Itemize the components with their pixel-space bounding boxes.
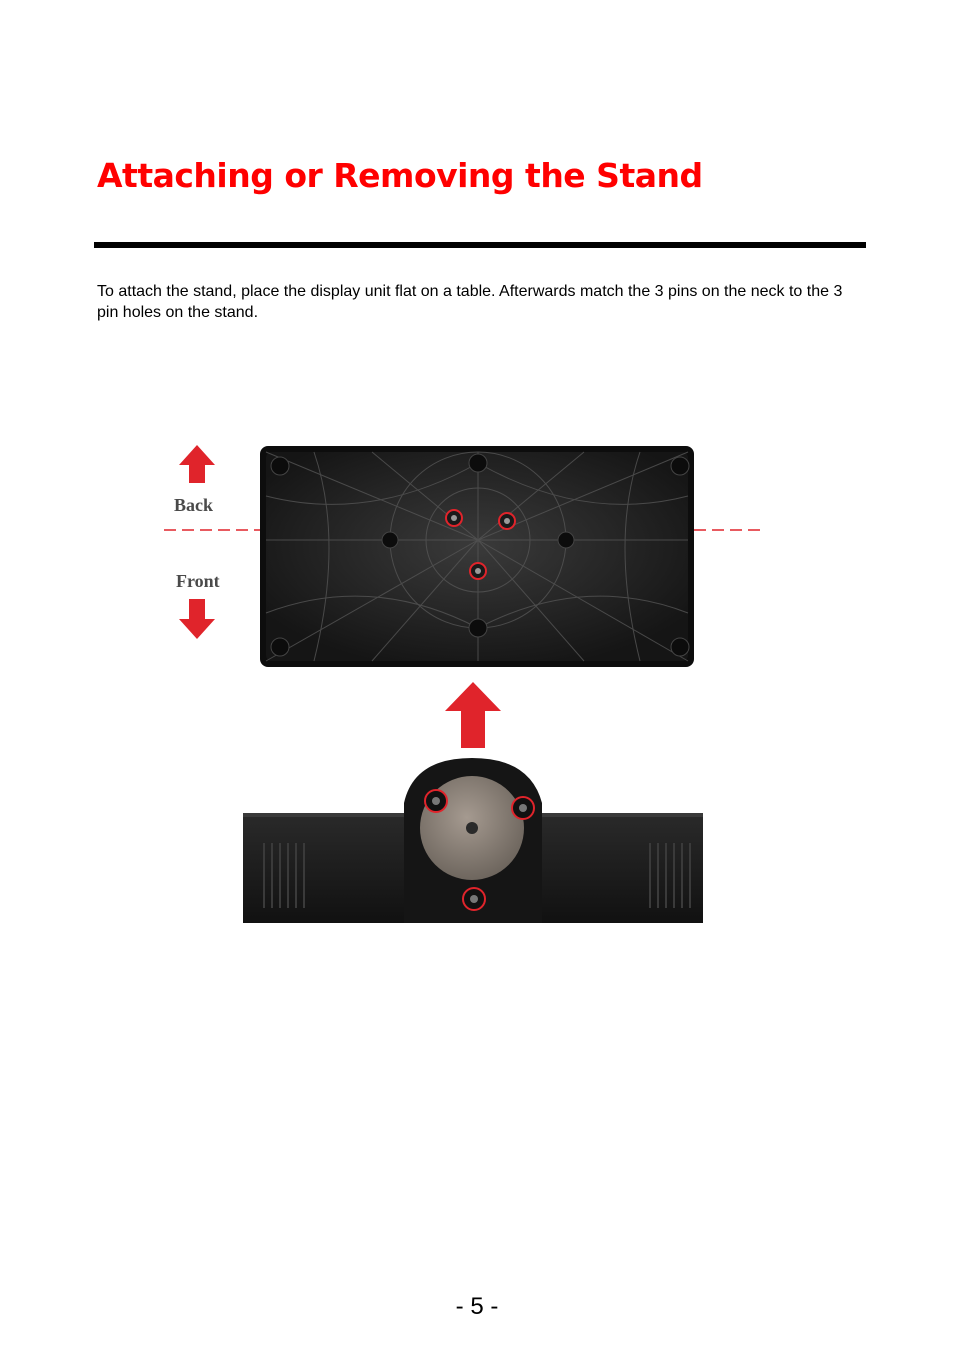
back-arrow-icon	[179, 445, 215, 483]
neck-pin	[425, 790, 447, 812]
base-pin-hole	[499, 513, 515, 529]
neck-pin	[463, 888, 485, 910]
instructions-paragraph: To attach the stand, place the display unit flat on a table. Afterwards match the 3 pins on the neck to the 3 pin holes on the stand.	[97, 283, 843, 321]
title-divider	[94, 242, 866, 248]
neck-pin	[512, 797, 534, 819]
base-pin-hole	[470, 563, 486, 579]
stand-attachment-figure	[114, 403, 761, 960]
base-pin-hole	[446, 510, 462, 526]
attach-up-arrow-icon	[445, 682, 501, 748]
page-title: Attaching or Removing the Stand	[97, 156, 703, 195]
page-number: - 5 -	[455, 1293, 499, 1320]
front-arrow-icon	[179, 599, 215, 639]
front-label: Front	[176, 571, 220, 591]
stand-base-image	[260, 446, 694, 667]
back-label: Back	[174, 495, 214, 515]
